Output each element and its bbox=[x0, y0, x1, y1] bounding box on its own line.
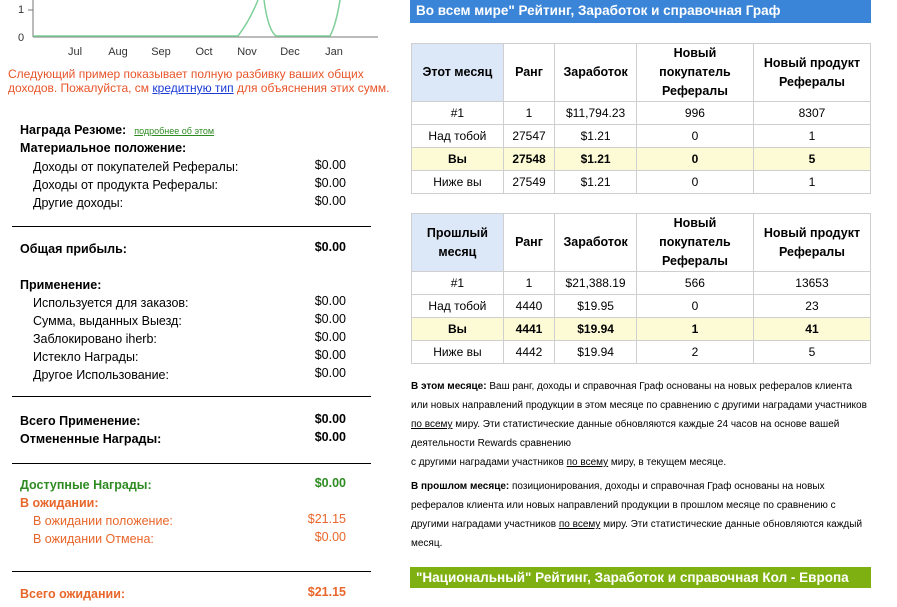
table-cell-rank: 4441 bbox=[503, 318, 554, 341]
summary-row-label: Другие доходы: bbox=[33, 196, 124, 210]
table-row bbox=[412, 125, 871, 148]
chart-x-tick-label: Nov bbox=[237, 46, 257, 58]
table-cell-rank: 1 bbox=[503, 272, 554, 295]
national-banner: "Национальный" Рейтинг, Заработок и справочная Кол - Европа bbox=[410, 567, 871, 588]
chart-x-tick-label: Oct bbox=[195, 46, 213, 58]
earnings-chart bbox=[0, 0, 400, 62]
available-label: Доступные Награды: bbox=[20, 478, 152, 492]
table-cell-product: 13653 bbox=[753, 272, 870, 295]
th-rank: Ранг bbox=[503, 44, 554, 102]
th-period: Этот месяц bbox=[412, 44, 504, 102]
worldwide-link[interactable]: по всему bbox=[411, 419, 453, 430]
th-period: Прошлый месяц bbox=[412, 214, 504, 272]
th-new-product: Новый продукт Рефералы bbox=[753, 214, 870, 272]
table-cell-label: #1 bbox=[412, 272, 504, 295]
available-value: $0.00 bbox=[314, 476, 346, 490]
material-title: Материальное положение: bbox=[20, 141, 187, 155]
th-earnings: Заработок bbox=[555, 44, 637, 102]
table-cell-earn: $19.94 bbox=[555, 318, 637, 341]
total-pending-value: $21.15 bbox=[307, 585, 346, 599]
summary-row-label: Сумма, выданных Выезд: bbox=[33, 314, 182, 328]
summary-row-label: В ожидании положение: bbox=[33, 514, 173, 528]
this-month-table bbox=[411, 43, 871, 194]
table-cell-rank: 27547 bbox=[503, 125, 554, 148]
summary-row-value: $0.00 bbox=[314, 176, 346, 190]
th-new-buyer: Новый покупатель Рефералы bbox=[636, 214, 753, 272]
chart-x-tick-label: Jan bbox=[325, 46, 343, 58]
worldwide-link[interactable]: по всему bbox=[566, 457, 609, 468]
table-cell-label: Вы bbox=[412, 148, 504, 171]
chart-x-tick-label: Jul bbox=[67, 46, 83, 58]
table-row bbox=[412, 295, 871, 318]
table-cell-label: Вы bbox=[412, 318, 504, 341]
table-cell-product: 1 bbox=[753, 125, 870, 148]
summary-row-label: Истекло Награды: bbox=[33, 350, 139, 364]
table-cell-product: 1 bbox=[753, 171, 870, 194]
divider bbox=[12, 571, 371, 572]
table-cell-product: 5 bbox=[753, 341, 870, 364]
summary-row-value: $0.00 bbox=[314, 158, 346, 172]
th-earnings: Заработок bbox=[555, 214, 637, 272]
table-cell-earn: $1.21 bbox=[555, 171, 637, 194]
total-profit-label: Общая прибыль: bbox=[20, 242, 127, 256]
table-row bbox=[412, 171, 871, 194]
pending-title: В ожидании: bbox=[20, 496, 99, 510]
table-row bbox=[412, 341, 871, 364]
table-cell-product: 23 bbox=[753, 295, 870, 318]
table-cell-label: Ниже вы bbox=[412, 341, 504, 364]
table-cell-buyer: 2 bbox=[636, 341, 753, 364]
summary-row-value: $0.00 bbox=[314, 330, 346, 344]
table-cell-buyer: 996 bbox=[636, 102, 753, 125]
table-cell-buyer: 0 bbox=[636, 148, 753, 171]
table-cell-product: 8307 bbox=[753, 102, 870, 125]
table-cell-label: #1 bbox=[412, 102, 504, 125]
summary-row-label: Другое Использование: bbox=[33, 368, 169, 382]
table-row bbox=[412, 272, 871, 295]
table-cell-earn: $11,794.23 bbox=[555, 102, 637, 125]
worldwide-link[interactable]: по всему bbox=[558, 519, 601, 530]
table-cell-label: Над тобой bbox=[412, 295, 504, 318]
table-cell-buyer: 0 bbox=[636, 171, 753, 194]
chart-y-label-top: 1 bbox=[18, 4, 25, 16]
summary-row-value: $0.00 bbox=[314, 294, 346, 308]
world-banner: Во всем мире" Рейтинг, Заработок и справочная Граф bbox=[410, 0, 871, 23]
summary-row-value: $0.00 bbox=[314, 348, 346, 362]
table-row bbox=[412, 318, 871, 341]
table-cell-earn: $19.94 bbox=[555, 341, 637, 364]
divider bbox=[12, 396, 371, 397]
chart-x-tick-label: Dec bbox=[280, 46, 300, 58]
total-usage-label: Всего Применение: bbox=[20, 414, 141, 428]
cancelled-label: Отмененные Награды: bbox=[20, 432, 162, 446]
table-row bbox=[412, 102, 871, 125]
summary-row-label: Доходы от продукта Рефералы: bbox=[33, 178, 219, 192]
chart-x-tick-label: Sep bbox=[151, 46, 171, 58]
divider bbox=[12, 463, 371, 464]
table-cell-product: 41 bbox=[753, 318, 870, 341]
table-cell-earn: $19.95 bbox=[555, 295, 637, 318]
table-cell-buyer: 1 bbox=[636, 318, 753, 341]
table-cell-product: 5 bbox=[753, 148, 870, 171]
last-month-table bbox=[411, 213, 871, 364]
table-cell-label: Ниже вы bbox=[412, 171, 504, 194]
chart-x-tick-label: Aug bbox=[108, 46, 128, 58]
table-cell-buyer: 566 bbox=[636, 272, 753, 295]
note-last-month: В прошлом месяце: позиционирования, доходы и справочная Граф основаны на новых рефералов клиента или новых направлений продукции в прошлом месяце по сравнению с другими наградами участников по всему миру. Эти статистические данные обновляются каждый месяц. bbox=[411, 481, 863, 549]
summary-row-value: $0.00 bbox=[314, 530, 346, 544]
chart-y-label-0: 0 bbox=[18, 32, 25, 44]
table-cell-label: Над тобой bbox=[412, 125, 504, 148]
summary-row-value: $21.15 bbox=[307, 512, 346, 526]
divider bbox=[12, 226, 371, 227]
th-new-buyer: Новый покупатель Рефералы bbox=[636, 44, 753, 102]
table-cell-rank: 4442 bbox=[503, 341, 554, 364]
table-cell-buyer: 0 bbox=[636, 125, 753, 148]
total-usage-value: $0.00 bbox=[314, 412, 346, 426]
th-new-product: Новый продукт Рефералы bbox=[753, 44, 870, 102]
cancelled-value: $0.00 bbox=[314, 430, 346, 444]
table-cell-rank: 27548 bbox=[503, 148, 554, 171]
chart-series-line bbox=[33, 0, 258, 36]
usage-title: Применение: bbox=[20, 278, 102, 292]
th-rank: Ранг bbox=[503, 214, 554, 272]
summary-row-label: В ожидании Отмена: bbox=[33, 532, 154, 546]
table-cell-earn: $1.21 bbox=[555, 148, 637, 171]
total-pending-label: Всего ожидании: bbox=[20, 587, 126, 601]
summary-row-label: Доходы от покупателей Рефералы: bbox=[33, 160, 239, 174]
details-link[interactable]: подробнее об этом bbox=[134, 126, 215, 136]
summary-title: Награда Резюме: подробнее об этом bbox=[20, 123, 215, 137]
summary-row-value: $0.00 bbox=[314, 312, 346, 326]
summary-row-value: $0.00 bbox=[314, 194, 346, 208]
chart-series-line-2 bbox=[264, 0, 340, 36]
table-cell-rank: 27549 bbox=[503, 171, 554, 194]
table-cell-rank: 1 bbox=[503, 102, 554, 125]
note-this-month: В этом месяце: Ваш ранг, доходы и справочная Граф основаны на новых рефералов клиента или новых направлений продукции в этом месяце по сравнению с другими наградами участников по всему миру. Эти статистические данные обновляются каждые 24 часов на основе вашей деятельности Rewards сравнению с другими наградами участников по всему миру, в текущем месяце. bbox=[411, 381, 867, 468]
table-cell-rank: 4440 bbox=[503, 295, 554, 318]
summary-row-value: $0.00 bbox=[314, 366, 346, 380]
table-row bbox=[412, 148, 871, 171]
intro-text: Следующий пример показывает полную разбивку ваших общих доходов. Пожалуйста, см кредитную тип для объяснения этих сумм. bbox=[8, 67, 390, 95]
total-profit-value: $0.00 bbox=[314, 240, 346, 254]
summary-row-label: Используется для заказов: bbox=[33, 296, 189, 310]
credit-type-link[interactable]: кредитную тип bbox=[152, 81, 234, 95]
table-cell-earn: $21,388.19 bbox=[555, 272, 637, 295]
table-cell-buyer: 0 bbox=[636, 295, 753, 318]
summary-row-label: Заблокировано iherb: bbox=[33, 332, 157, 346]
table-cell-earn: $1.21 bbox=[555, 125, 637, 148]
